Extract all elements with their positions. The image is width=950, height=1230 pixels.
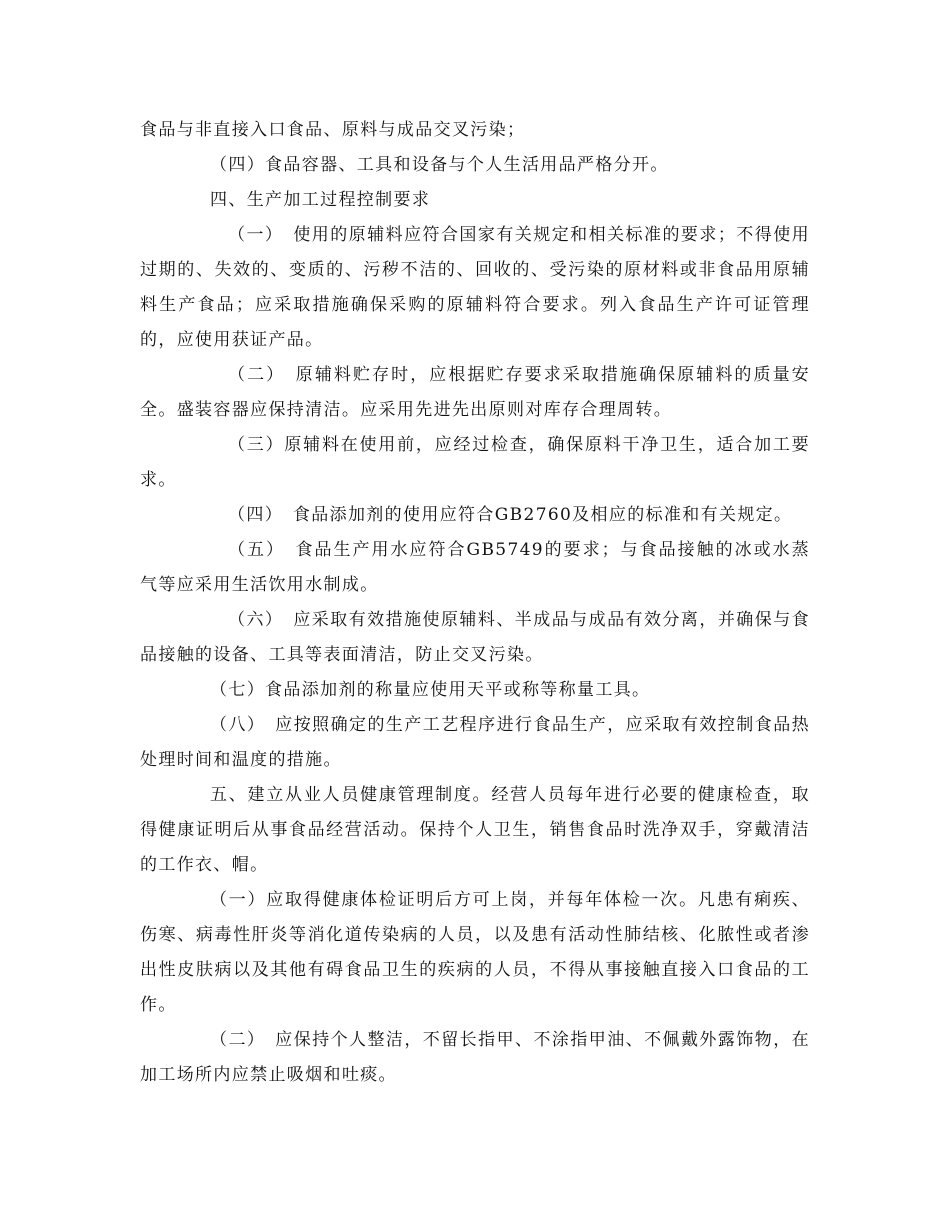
paragraph-item-4: （四） 食品添加剂的使用应符合GB2760及相应的标准和有关规定。 bbox=[228, 505, 793, 525]
paragraph-continuation: 食品与非直接入口食品、原料与成品交叉污染； bbox=[140, 120, 526, 140]
paragraph-item-7: （七）食品添加剂的称量应使用天平或称等称量工具。 bbox=[210, 680, 651, 700]
paragraph-health-item-1: （一）应取得健康体检证明后方可上岗，并每年体检一次。凡患有痢疾、伤寒、病毒性肝炎等消化道传染病的人员，以及患有活动性肺结核、化脓性或者渗出性皮肤病以及其他有碍食品卫生的疾病的人员，不得从事接触直接入口食品的工作。 bbox=[140, 890, 810, 1015]
section-heading-5: 五、建立从业人员健康管理制度。经营人员每年进行必要的健康检查，取得健康证明后从事食品经营活动。保持个人卫生，销售食品时洗净双手，穿戴清洁的工作衣、帽。 bbox=[140, 785, 810, 875]
paragraph-health-item-2: （二） 应保持个人整洁，不留长指甲、不涂指甲油、不佩戴外露饰物，在加工场所内应禁止吸烟和吐痰。 bbox=[140, 1030, 810, 1085]
paragraph-item-1: （一） 使用的原辅料应符合国家有关规定和相关标准的要求；不得使用过期的、失效的、变质的、污秽不洁的、回收的、受污染的原材料或非食品用原辅料生产食品；应采取措施确保采购的原辅料符合要求。列入食品生产许可证管理的，应使用获证产品。 bbox=[140, 225, 810, 350]
paragraph-item-8: （八） 应按照确定的生产工艺程序进行食品生产，应采取有效控制食品热处理时间和温度的措施。 bbox=[140, 715, 810, 770]
paragraph-item-6: （六） 应采取有效措施使原辅料、半成品与成品有效分离，并确保与食品接触的设备、工具等表面清洁，防止交叉污染。 bbox=[140, 610, 810, 665]
paragraph-item-3: （三）原辅料在使用前，应经过检查，确保原料干净卫生，适合加工要求。 bbox=[140, 435, 810, 490]
paragraph-item-5: （五） 食品生产用水应符合GB5749的要求；与食品接触的冰或水蒸气等应采用生活饮用水制成。 bbox=[140, 540, 810, 595]
paragraph-item-2: （二） 原辅料贮存时，应根据贮存要求采取措施确保原辅料的质量安全。盛装容器应保持清洁。应采用先进先出原则对库存合理周转。 bbox=[140, 365, 810, 420]
paragraph-item-4-containers: （四）食品容器、工具和设备与个人生活用品严格分开。 bbox=[210, 155, 669, 175]
document-body bbox=[140, 113, 810, 1093]
section-heading-4: 四、生产加工过程控制要求 bbox=[210, 190, 431, 210]
